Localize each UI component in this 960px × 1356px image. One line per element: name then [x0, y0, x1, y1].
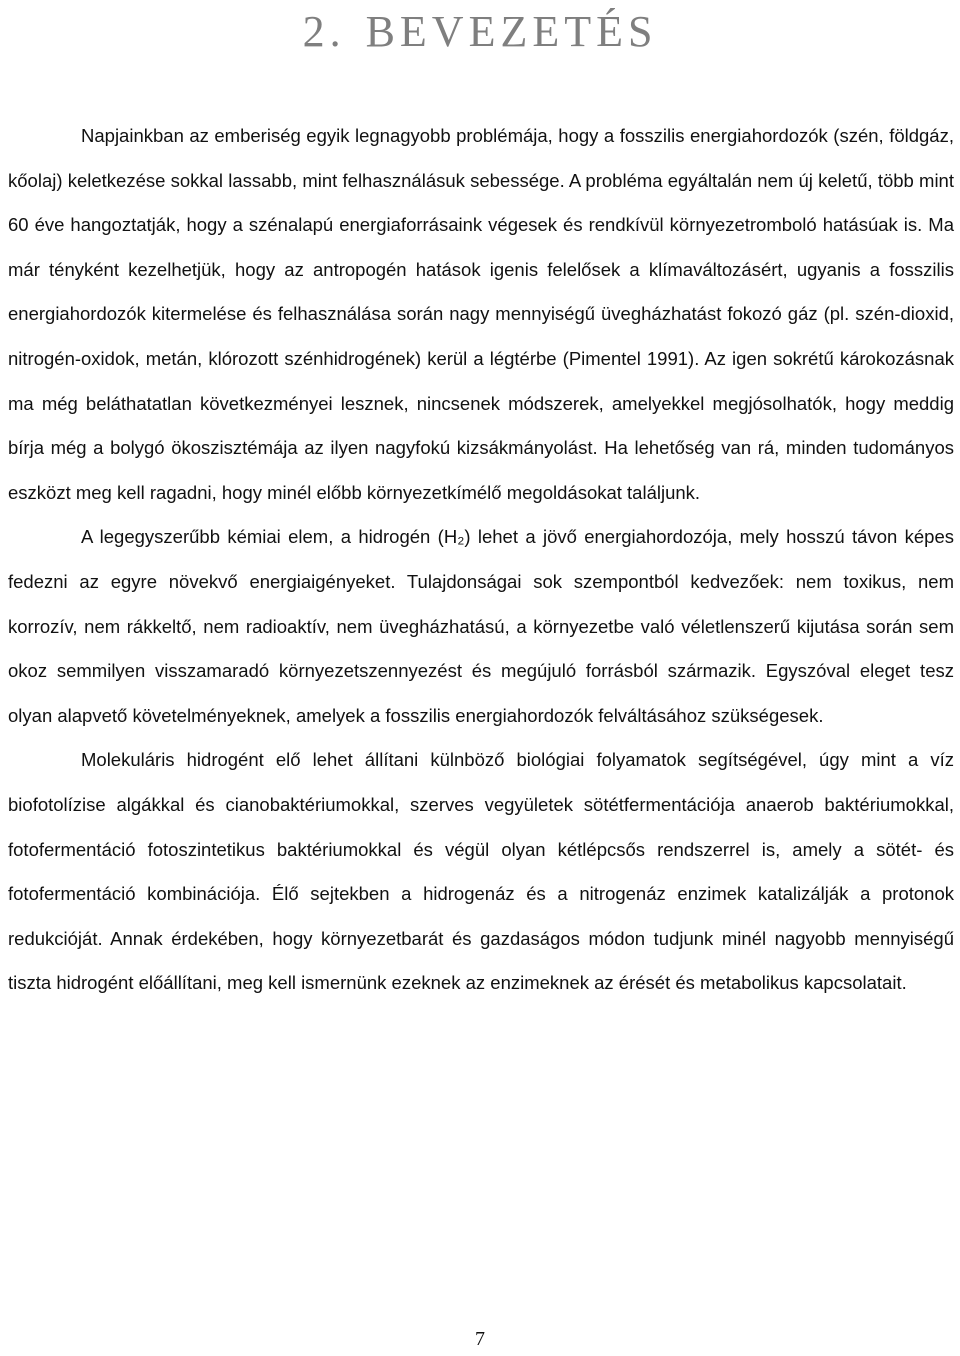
body-text	[8, 114, 954, 1006]
paragraph-hydrogen: A legegyszerűbb kémiai elem, a hidrogén (H₂) lehet a jövő energiahordozója, mely hosszú távon képes fedezni az egyre növekvő energiaigényeket. Tulajdonságai sok szempontból kedvezőek: nem toxikus, nem korrozív, nem rákkeltő, nem radioaktív, nem üvegházhatású, a környezetbe való véletlenszerű kijutása során sem okoz semmilyen visszamaradó környezetszennyezést és megújuló forrásból származik. Egyszóval eleget tesz olyan alapvető követelményeknek, amelyek a fosszilis energiahordozók felváltásához szükségesek.	[8, 526, 954, 726]
paragraph-intro: Napjainkban az emberiség egyik legnagyobb problémája, hogy a fosszilis energiahordozók (szén, földgáz, kőolaj) keletkezése sokkal lassabb, mint felhasználásuk sebessége. A probléma egyáltalán nem új keletű, több mint 60 éve hangoztatják, hogy a szénalapú energiaforrásaink végesek és rendkívül környezetromboló hatásúak is. Ma már tényként kezelhetjük, hogy az antropogén hatások igenis felelősek a klímaváltozásért, ugyanis a fosszilis energiahordozók kitermelése és felhasználása során nagy mennyiségű üvegházhatást fokozó gáz (pl. szén-dioxid, nitrogén-oxidok, metán, klórozott szénhidrogének) kerül a légtérbe (Pimentel 1991). Az igen sokrétű károkozásnak ma még beláthatatlan következményei lesznek, nincsenek módszerek, amelyekkel megjósolhatók, hogy meddig bírja még a bolygó ökoszisztémája az ilyen nagyfokú kizsákmányolást. Ha lehetőség van rá, minden tudományos eszközt meg kell ragadni, hogy minél előbb környezetkímélő megoldásokat találjunk.	[8, 125, 954, 503]
chapter-heading	[0, 6, 960, 58]
paragraph-biological-production: Molekuláris hidrogént elő lehet állítani külnböző biológiai folyamatok segítségével, úgy mint a víz biofotolízise algákkal és cianobaktériumokkal, szerves vegyületek sötétfermentációja anaerob baktériumokkal, fotofermentáció fotoszintetikus baktériumokkal és végül olyan kétlépcsős rendszerrel is, amely a sötét- és fotofermentáció kombinációja. Élő sejtekben a hidrogenáz és a nitrogenáz enzimek katalizálják a protonok redukcióját. Annak érdekében, hogy környezetbarát és gazdaságos módon tudjunk minél nagyobb mennyiségű tiszta hidrogént előállítani, meg kell ismernünk ezeknek az enzimeknek az érését és metabolikus kapcsolatait.	[8, 749, 954, 994]
chapter-title-text: BEVEZETÉS	[365, 7, 658, 56]
chapter-number: 2.	[302, 7, 346, 56]
page-number: 7	[475, 1328, 485, 1350]
